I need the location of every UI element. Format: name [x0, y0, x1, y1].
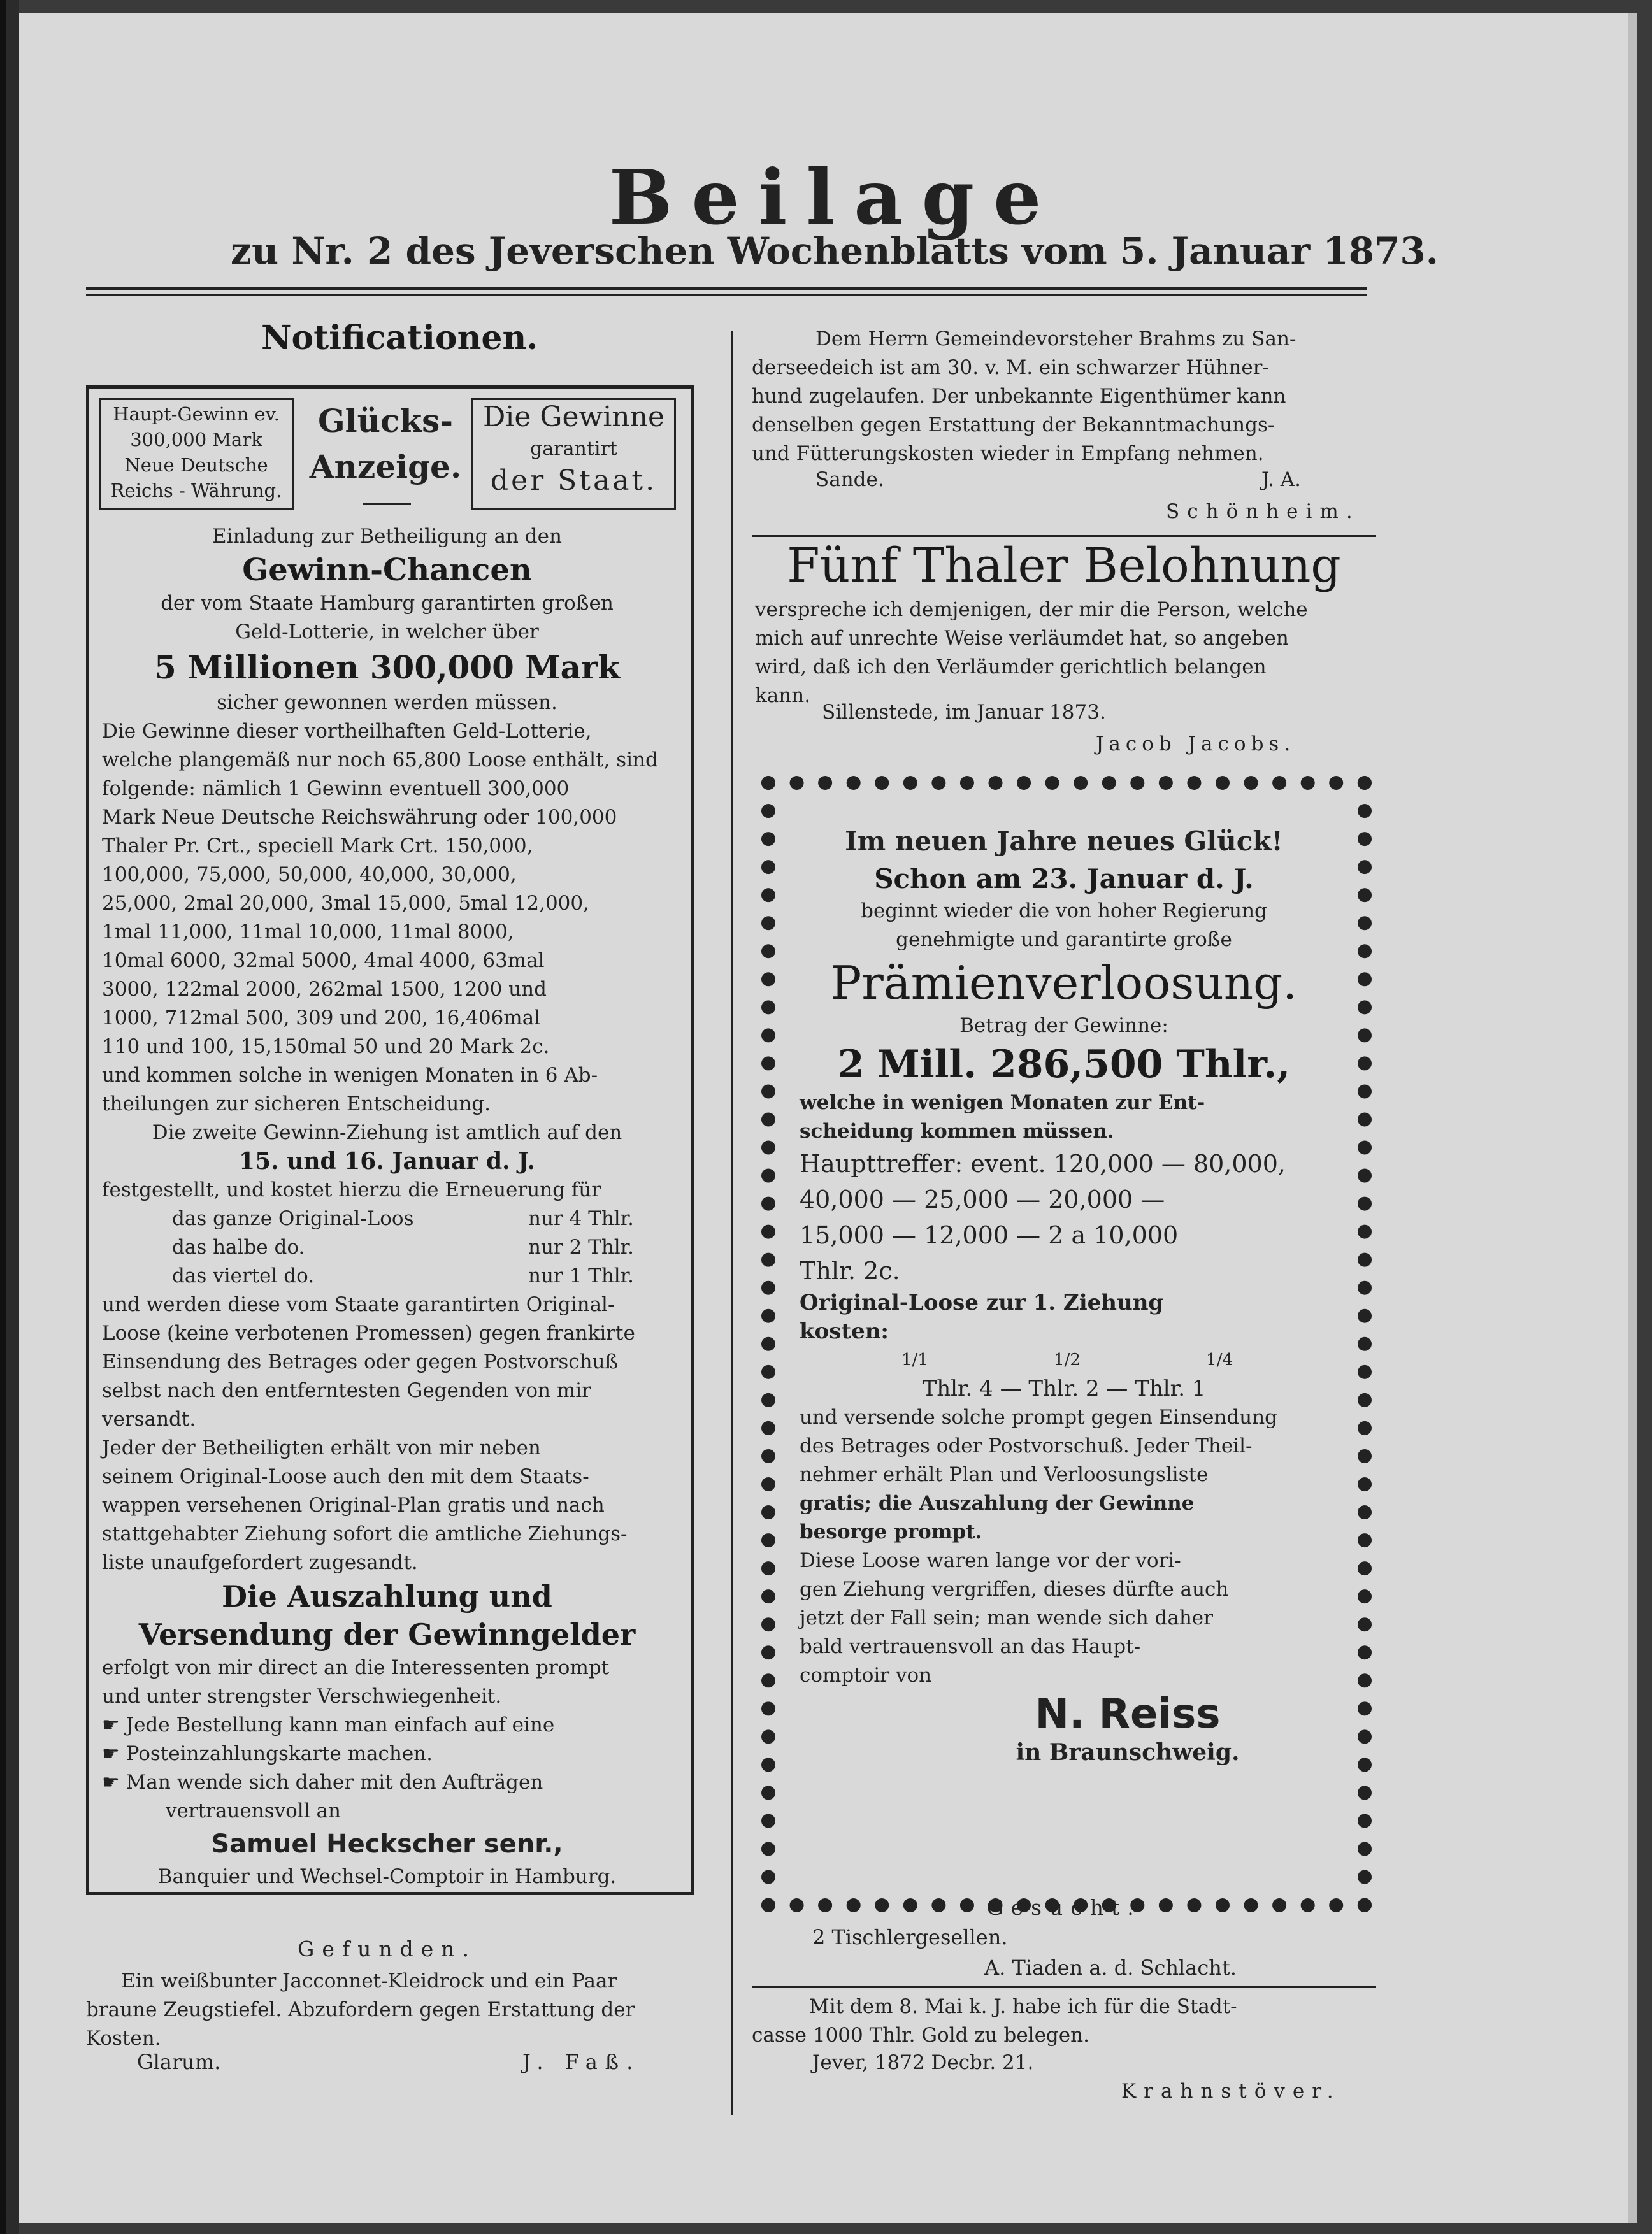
lottery-box-state-text: Die Gewinne garantirt der Staat. [482, 401, 664, 497]
lottery-firm: Samuel Heckscher senr., [211, 1829, 563, 1859]
wanted-rule [752, 1986, 1376, 1988]
cash-sign: Krahnstöver. [1121, 2080, 1341, 2103]
hand-note-2: ☛ Man wende sich daher mit den Aufträgen [102, 1771, 543, 1794]
fraction-row: 1/1 1/2 1/4 [901, 1350, 1233, 1370]
wanted-sign: A. Tiaden a. d. Schlacht. [984, 1956, 1237, 1980]
reward-place: Sillenstede, im Januar 1873. [822, 701, 1106, 724]
masthead-subtitle: zu Nr. 2 des Jeverschen Wochenblatts vom 5. Januar 1873. [231, 229, 1439, 273]
lottery-body: Einladung zur Betheiligung an den Gewinn-Chancen der vom Staate Hamburg garantirten großen Geld-Lotterie, in welcher über 5 Millionen 300,000 Mark sicher gewonnen werden müssen. Die Gewinne dieser vortheilhaften Geld-Lotterie, welche plangemäß nur noch 65,800 Loose enthält, sind folgende: nämlich 1 Gewinn eventuell 300,000 Mark Neue Deutsche Reichswährung oder 100,000 Thaler Pr. Crt., speciell Mark Crt. 150,000, 100,000, 75,000, 50,000, 40,000, 30,000, 25,000, 2mal 20,000, 3mal 15,000, 5mal 12,000, 1mal 11,000, 11mal 10,000, 11mal 8000, 10mal 6000, 32mal 5000, 4mal 4000, 63mal 3000, 122mal 2000, 262mal 1500, 1200 und 1000, 712mal 500, 309 und 200, 16,406mal 110 und 100, 15,150mal 50 und 20 Mark 2c. und kommen solche in wenigen Monaten in 6 Ab- theilungen zur sicheren Entscheidung. Die zweite Gewinn-Ziehung ist amtlich auf den 15. und 16. Januar d. J. festgestellt, und kostet hierzu die Erneuerung für das ganze Original-Loos nur 4 Thlr. das halbe do. nur 2 Thlr. das viertel do. nur 1 Thlr. und werden diese vom Staate garantirten Original- Loose (keine verbotenen Promessen) gegen frankirte Einsendung des Betrages oder gegen Postvorschuß selbst nach den entferntesten Gegenden von mir versandt. Jeder der Betheiligten erhält von mir neben seinem Original-Loose auch den mit dem Staats- wappen versehenen Original-Plan gratis und nach stattgehabter Ziehung sofort die amtliche Ziehungs- liste unaufgefordert zugesandt. Die Auszahlung und Versendung der Gewinngelder erfolgt von mir direct an die Interessenten prompt und unter strengster Verschwiegenheit. ☛ Jede Bestellung kann man einfach auf eine ☛ Posteinzahlungskarte machen. ☛ Man wende sich daher mit den Aufträgen vertrauensvoll an Samuel Heckscher senr., Banquier und Wechsel-Comptoir in Hamburg. [102, 522, 672, 1891]
price-row: das viertel do. nur 1 Thlr. [172, 1264, 634, 1287]
price-row: das ganze Original-Loos nur 4 Thlr. [172, 1207, 634, 1230]
section-heading: Notificationen. [261, 319, 538, 357]
lottery-small-rule [363, 503, 411, 505]
notice-dog-initials: J. A. [1261, 468, 1301, 491]
lottery-dates: 15. und 16. Januar d. J. [239, 1148, 535, 1175]
premium-ad: Im neuen Jahre neues Glück! Schon am 23. Januar d. J. beginnt wieder die von hoher Regierung genehmigte und garantirte große Prämienverloosung. Betrag der Gewinne: 2 Mill. 286,500 Thlr., welche in wenigen Monaten zur Ent- scheidung kommen müssen. Haupttreffer: event. 120,000 — 80,000, 40,000 — 25,000 — 20,000 — 15,000 — 12,000 — 2 a 10,000 Thlr. 2c. Original-Loose zur 1. Ziehung kosten: 1/1 1/2 1/4 Thlr. 4 — Thlr. 2 — Thlr. 1 und versende solche prompt gegen Einsendung des Betrages oder Postvorschuß. Jeder Theil- nehmer erhält Plan und Verloosungsliste gratis; die Auszahlung der Gewinne besorge prompt. Diese Loose waren lange vor der vori- gen Ziehung vergriffen, dieses dürfte auch jetzt der Fall sein; man wende sich daher bald vertrauensvoll an das Haupt- comptoir von N. Reiss in Braunschweig. [800, 822, 1328, 1767]
reward-text: verspreche ich demjenigen, der mir die Person, welche mich auf unrechte Weise verläumdet hat, so angeben wird, daß ich den Verläumder gerichtlich belangen kann. [755, 598, 1308, 707]
lottery-glueck-anzeige: Glücks- Anzeige. [309, 402, 462, 485]
hand-note-1b: ☛ Posteinzahlungskarte machen. [102, 1742, 433, 1765]
pointing-hand-icon: ☛ [102, 1742, 126, 1765]
masthead-rule-thin [86, 294, 1367, 296]
found-heading: Gefunden. [297, 1937, 477, 1961]
lottery-millions: 5 Millionen 300,000 Mark [154, 648, 621, 686]
pointing-hand-icon: ☛ [102, 1714, 126, 1736]
premium-heading: Prämienverloosung. [830, 956, 1298, 1010]
wanted-heading: Gesucht. [986, 1895, 1142, 1920]
column-divider [731, 331, 733, 2115]
notice-rule [752, 535, 1376, 537]
binding-edge [0, 0, 6, 2234]
cash-place: Jever, 1872 Decbr. 21. [812, 2051, 1034, 2074]
reward-heading: Fünf Thaler Belohnung [787, 538, 1341, 593]
notice-dog-sign: Schönheim. [1166, 500, 1360, 523]
price-row: das halbe do. nur 2 Thlr. [172, 1236, 634, 1259]
premium-firm: N. Reiss [1035, 1691, 1221, 1738]
found-place: Glarum. [137, 2050, 221, 2074]
masthead-title: Beilage [608, 153, 1061, 241]
notice-dog-place: Sande. [815, 468, 884, 491]
notice-dog: Dem Herrn Gemeindevorsteher Brahms zu San- derseedeich ist am 30. v. M. ein schwarzer Hühner- hund zugelaufen. Der unbekannte Eigenthümer kann denselben gegen Erstattung der Bekanntmachungs- und Fütterungskosten wieder in Empfang nehmen. [752, 327, 1296, 465]
reward-sign: Jacob Jacobs. [1096, 733, 1296, 755]
masthead-rule [86, 287, 1367, 290]
premium-amount: 2 Mill. 286,500 Thlr., [837, 1042, 1291, 1087]
found-sign: J. Faß. [522, 2050, 641, 2074]
found-text: Ein weißbunter Jacconnet-Kleidrock und ein Paar braune Zeugstiefel. Abzufordern gegen Erstattung der Kosten. [86, 1970, 635, 2050]
wanted-text: 2 Tischlergesellen. [812, 1925, 1008, 1949]
hand-note-1: ☛ Jede Bestellung kann man einfach auf eine [102, 1714, 555, 1736]
page-edge-right [1628, 13, 1637, 2223]
cash-notice: Mit dem 8. Mai k. J. habe ich für die Stadt- casse 1000 Thlr. Gold zu belegen. [752, 1995, 1237, 2047]
lottery-box-main-prize-text: Haupt-Gewinn ev. 300,000 Mark Neue Deutsche Reichs - Währung. [110, 403, 282, 501]
pointing-hand-icon: ☛ [102, 1771, 126, 1794]
